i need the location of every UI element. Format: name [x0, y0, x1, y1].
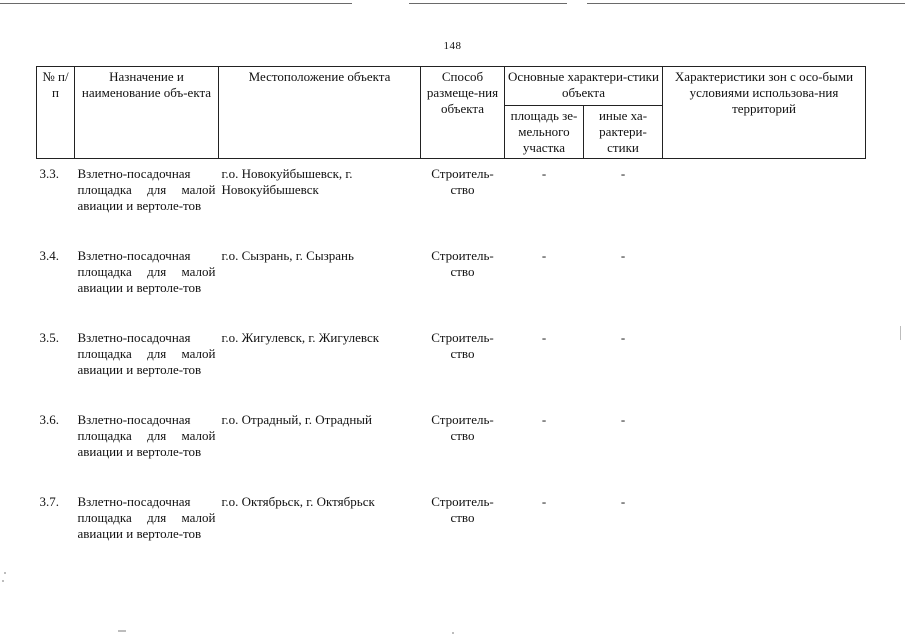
cell-land-area: - [541, 248, 547, 263]
table-body [37, 159, 866, 574]
cell-num: 3.7. [39, 494, 59, 509]
objects-table [36, 66, 866, 573]
scan-speck [118, 630, 126, 632]
header-name: Назначение и наименование объ-екта [75, 67, 219, 159]
table-row [37, 409, 866, 491]
cell-land-area: - [541, 330, 547, 345]
cell-name: Взлетно-посадочная площадка для малой авиации и вертоле-тов [77, 494, 216, 541]
cell-zones [663, 327, 866, 409]
header-num: № п/п [37, 67, 75, 159]
page-number: 148 [443, 40, 462, 52]
scan-speck [900, 326, 901, 340]
table-row [37, 163, 866, 245]
cell-name: Взлетно-посадочная площадка для малой авиации и вертоле-тов [77, 166, 216, 213]
cell-num: 3.3. [39, 166, 59, 181]
header-location: Местоположение объекта [219, 67, 421, 159]
scan-speck [2, 580, 4, 582]
scan-edge-line [409, 3, 567, 4]
cell-location: г.о. Октябрьск, г. Октябрьск [221, 494, 375, 509]
cell-zones [663, 409, 866, 491]
cell-location: г.о. Отрадный, г. Отрадный [221, 412, 373, 427]
table-row [37, 245, 866, 327]
cell-name: Взлетно-посадочная площадка для малой авиации и вертоле-тов [77, 330, 216, 377]
cell-method: Строитель-ство [431, 494, 494, 525]
table-row [37, 327, 866, 409]
cell-other: - [620, 494, 626, 509]
cell-other: - [620, 166, 626, 181]
header-main-characteristics: Основные характери-стики объекта [505, 67, 663, 106]
scan-speck [4, 572, 6, 574]
cell-zones [663, 163, 866, 245]
cell-zones [663, 491, 866, 573]
table-header [37, 67, 866, 159]
cell-zones [663, 245, 866, 327]
scan-edge-line [587, 3, 905, 4]
cell-other: - [620, 330, 626, 345]
cell-num: 3.5. [39, 330, 59, 345]
cell-method: Строитель-ство [431, 330, 494, 361]
header-land-area: площадь зе-мельного участка [505, 106, 584, 159]
cell-location: г.о. Жигулевск, г. Жигулевск [221, 330, 380, 345]
cell-location: г.о. Новокуйбышевск, г. Новокуйбышевск [221, 166, 353, 197]
cell-method: Строитель-ство [431, 166, 494, 197]
header-method: Способ размеще-ния объекта [421, 67, 505, 159]
cell-num: 3.4. [39, 248, 59, 263]
header-zones: Характеристики зон с осо-быми условиями использова-ния территорий [663, 67, 866, 159]
table-row [37, 491, 866, 573]
cell-num: 3.6. [39, 412, 59, 427]
cell-method: Строитель-ство [431, 248, 494, 279]
header-other-characteristics: иные ха-рактери-стики [584, 106, 663, 159]
cell-other: - [620, 248, 626, 263]
cell-name: Взлетно-посадочная площадка для малой авиации и вертоле-тов [77, 248, 216, 295]
scan-edge-line [0, 3, 352, 4]
cell-land-area: - [541, 412, 547, 427]
cell-location: г.о. Сызрань, г. Сызрань [221, 248, 354, 263]
cell-other: - [620, 412, 626, 427]
cell-method: Строитель-ство [431, 412, 494, 443]
scan-speck [452, 632, 454, 634]
cell-name: Взлетно-посадочная площадка для малой авиации и вертоле-тов [77, 412, 216, 459]
cell-land-area: - [541, 166, 547, 181]
cell-land-area: - [541, 494, 547, 509]
